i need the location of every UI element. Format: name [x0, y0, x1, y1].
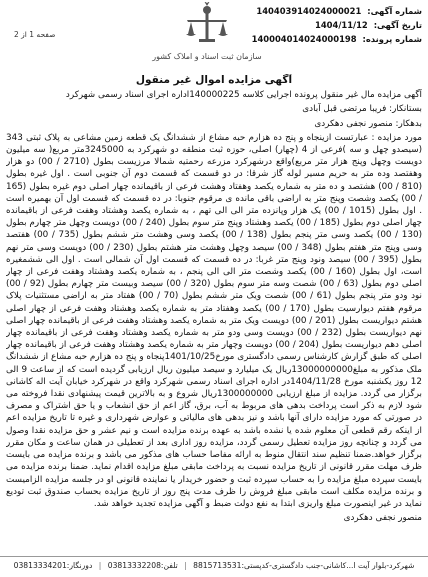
- footer-fax: دورنگار:03813334201: [13, 561, 93, 570]
- footer-tel: تلفن:03813332208: [107, 561, 178, 570]
- document-header: [0, 0, 428, 74]
- emblem-logo: [142, 2, 272, 70]
- ad-date-row: [252, 18, 422, 32]
- notice-line-creditor: بستانکار: فریبا مرتضی قبل آبادی: [302, 104, 422, 115]
- notice-paragraph: مورد مزایده : عبارتست ازینجاه و پنج ده هزارم حبه مشاع از ششدانگ یک قطعه زمین مشاعی به پلاک ثبتی 343 (سیصدو چهل و سه )فرعی از 4 (چهار) اصلی، حوزه ثبت منطقه دو شهرکرد به 3245000متر مربع( سه میلیون دویست وچهل وپنج هزار متر مربع)واقع درشهرکرد مزرعه رحمتیه شمالا مرزیست بطول (2710 / 00) دو هزار وهفتصد وده متر به حریم مسیر لوله گاز شرقا: در دو قسمت که قسمت دوم آن جنوبی است . اول غیره بطول (810 / 00) هشتصد و ده متر به شماره یکصد وهفتاد وهشت فرعی از باقیمانده چهار اصلی دوم غیره بطول (165 / 00) یکصد وشصت وپنج متر به اراضی باقی مانده ی مرقوم جنوبا: در ده قسمت که قسمت اول آن بهمیره است . اول بطول (1015 / 00) یک هزار وپانزده متر الی الی تهم ، به شماره یکصد وهشتاد وهفت فرعی از باقیمانده چهار اصلی دوم بطول (185 / 00) یکصد وهشتاد وپنج متر سوم بطول (240 / 00) دویست وچهل متر چهارم بطول (130 / 00) یکصد وسی متر پنجم بطول (138 / 00) یکصد وسی وهشت متر ششم بطول (735 / 00) هفتصد وسی وپنج متر هفتم بطول (348 / 00) سیصد وچهل وهشت متر هشتم بطول (230 / 00) دویست وسی متر نهم بطول (395 / 00) سیصد ونود وپنج متر غربا: در ده قسمت که قسمت اول آن شمالی است . اول الی ششمغیره است، اول بطول (160 / 00) یکصد وشصت متر الی الی پنجم ، به شماره یکصد وهشتاد وهفت فرعی از چهار اصلی دوم بطول (63 / 00) شصت وسه متر سوم بطول (320 / 00) سیصد وبیست متر چهارم بطول (92 / 00) نود ودو متر پنجم بطول (61 / 00) شصت ویک متر ششم بطول (70 / 00) هفتاد متر به اراضی مستثنیات پلاک مرقوم هفتم دیوارسیت بطول (170 / 00) یکصد وهفتاد متر به شماره یکصد وهشتاد وهفت فرعی از چهار اصلی هشتم دیواریست بطول (201 / 00) دویست ویک متر به شماره یکصد وهشتاد وهفت فرعی از باقیمانده چهار اصلی نهم دیواریست بطول (232 / 00) دویست وسی ودو متر به شماره یکصد وهشتاد وهفت فرعی از باقیمانده چهار اصلی دهم دیواریست بطول (204 / 00) دویست وچهار متر به شماره یکصد وهشتاد وهفت فرعی از باقیمانده چهار اصلی که طبق گزارش کارشناس رسمی دادگستری مورخ1401/10/25پنجاه و پنج ده هزارم حبه مشاع از ششدانگ ملک مذکور به مبلغ13000000000ریال یک میلیارد و سیصد میلیون ریال ارزیابی گردیده است که از ساعت 9 الی 12 روز یکشنبه مورخ 1404/11/28در اداره اجرای اسناد رسمی شهرکرد واقع در شهرکرد خیابان آیت اله کاشانی برگزار می گردد. مزایده از مبلغ ارزیابی 1300000000ریال شروع و به بالاترین قیمت پیشنهادی نقدا فروخته می شود لازم به ذکر است پرداخت بدهی های مربوط به آب، برق، گاز اعم از حق انشعاب و یا حق اشتراک و مصرف در صورتی که مورد مزایده دارای آنها باشد و نیز بدهی های مالیاتی و عوارض شهرداری و غیره تا تاریخ مزایده اعم از اینکه رقم قطعی آن معلوم شده یا نشده باشد به عهده برنده مزایده است و نیم عشر و حق مزایده نقدا وصول می گردد و چنانچه روز مزایده تعطیل رسمی گردد، مزایده روز اداری بعد از تعطیلی در همان ساعت و مکان مقرر برگزار خواهد.ضمنا تنظیم سند انتقال منوط به ارائه مفاصا حساب های مذکور می باشد و برنده مزایده می بایست ظرف مهلت مقرر قانونی از تاریخ مزایده نسبت به پرداخت مابقی مبلغ مزایده اقدام نماید. ضمنا برنده مزایده می بایست سپرده مبلغ مزایده را به حساب سپرده ثبت و حضور خریدار یا نماینده قانونی او در جلسه مزایده الزامیست و برنده مزایده مکلف است مابقی مبلغ فروش را ظرف مدت پنج روز از تاریخ مزایده بحساب صندوق ثبت تودیع نماید در غیر اینصورت مبلغ واریزی ابتدا به نفع دولت ضبط و آگهی مزایده تجدید خواهد شد.: [6, 132, 422, 509]
- ad-date: 1404/11/12: [315, 20, 368, 30]
- page-number: صفحه 1 از 2: [14, 30, 56, 39]
- footer-separator: |: [98, 561, 102, 570]
- case-number: 140004014024000198: [251, 34, 357, 44]
- ad-date-label: تاریخ آگهی:: [373, 20, 422, 30]
- notice-line-debtor: بدهکار: منصور نجفی دهکردی: [314, 118, 422, 129]
- ad-number: 140403914024000021: [256, 6, 362, 16]
- notice-signature: منصور نجفی دهکردی: [343, 513, 422, 524]
- notice-body: [6, 74, 422, 558]
- document-footer: [0, 556, 428, 577]
- case-number-label: شماره پرونده:: [362, 34, 422, 44]
- ad-number-label: شماره آگهی:: [367, 6, 422, 16]
- ad-number-row: [252, 4, 422, 18]
- emblem-icon: [142, 2, 272, 52]
- footer-address: شهرکرد-بلوار آیت ا...کاشانی-جنب دادگستری-کدپستی:8815713531: [193, 561, 415, 570]
- notice-line-case: آگهی مزایده مال غیر منقول پرونده اجرایی کلاسه 140000225اداره اجرای اسناد رسمی شهرکرد: [65, 90, 422, 101]
- notice-title: آگهی مزایده اموال غیر منقول: [135, 74, 293, 86]
- ad-meta: [252, 4, 422, 46]
- footer-separator: |: [184, 561, 187, 570]
- case-number-row: [252, 32, 422, 46]
- org-name: سازمان ثبت اسناد و املاک کشور: [152, 52, 262, 61]
